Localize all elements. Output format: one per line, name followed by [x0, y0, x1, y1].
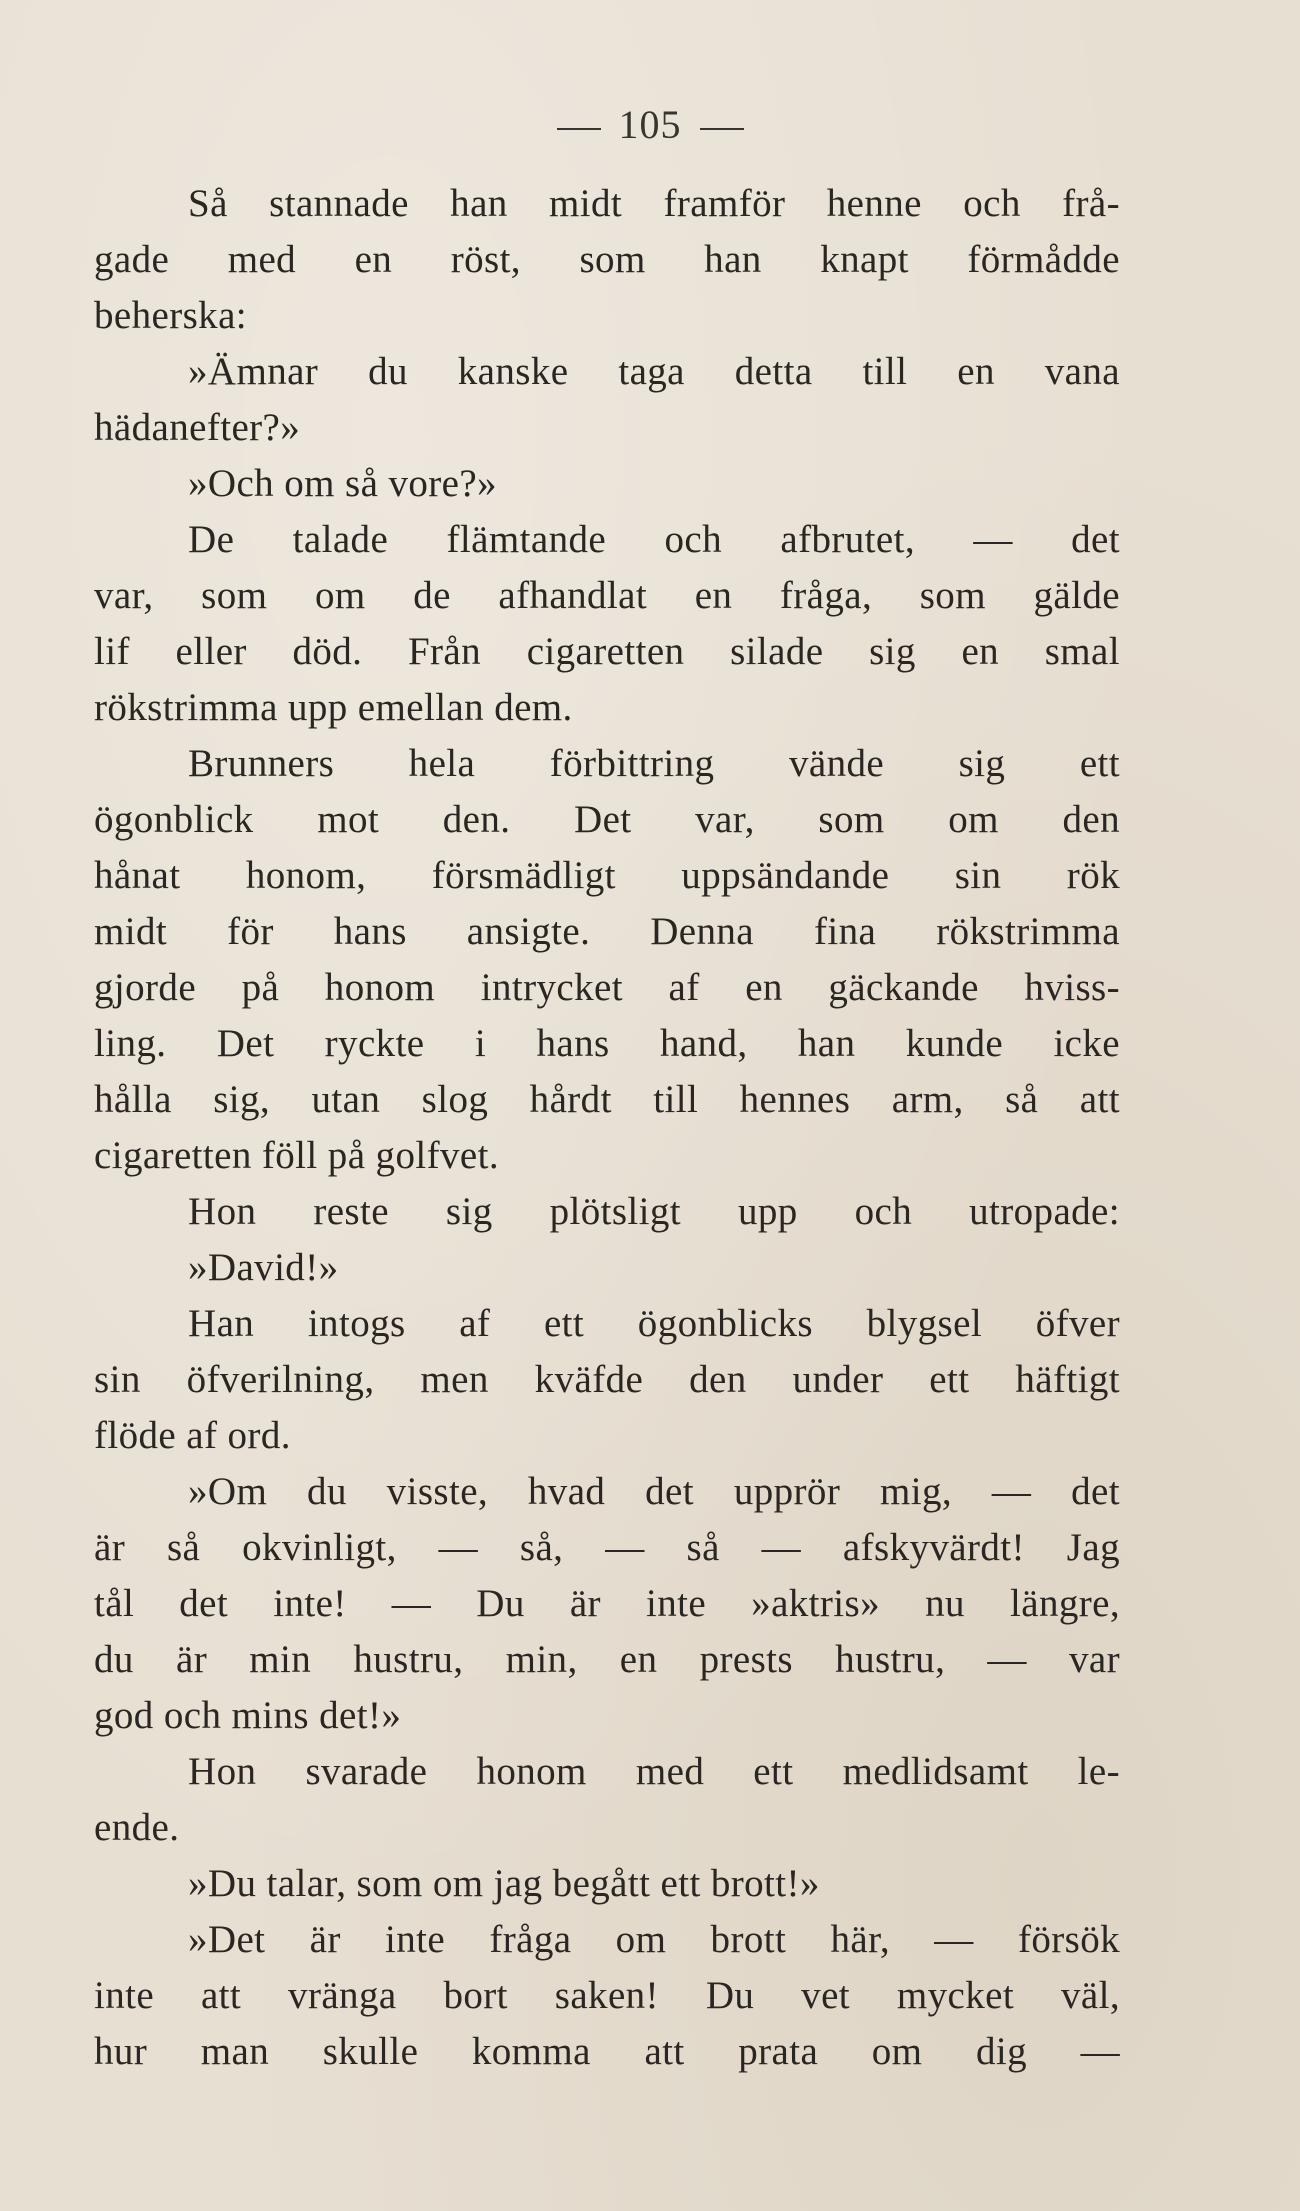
- text-line: hålla sig, utan slog hårdt till hennes arm, så att: [94, 1078, 1120, 1121]
- right-dash: [700, 128, 744, 130]
- text-line: Hon svarade honom med ett medlidsamt le-: [188, 1750, 1120, 1793]
- text-line: beherska:: [94, 294, 248, 337]
- text-line: »Om du visste, hvad det upprör mig, — det: [188, 1470, 1120, 1513]
- text-line: ling. Det ryckte i hans hand, han kunde icke: [94, 1022, 1120, 1065]
- page-number-header: [0, 100, 1300, 150]
- text-line: Så stannade han midt framför henne och frå-: [188, 182, 1120, 225]
- text-line: hånat honom, försmädligt uppsändande sin rök: [94, 854, 1120, 897]
- text-line: god och mins det!»: [94, 1694, 402, 1737]
- text-line: du är min hustru, min, en prests hustru, — var: [94, 1638, 1120, 1681]
- text-line: ende.: [94, 1806, 180, 1849]
- text-line: var, som om de afhandlat en fråga, som gälde: [94, 574, 1120, 617]
- page-number: 105: [618, 102, 682, 147]
- text-line: gjorde på honom intrycket af en gäckande hviss-: [94, 966, 1120, 1009]
- text-line: »Det är inte fråga om brott här, — försök: [188, 1918, 1120, 1961]
- text-line: »Ämnar du kanske taga detta till en vana: [188, 350, 1120, 393]
- text-line: ögonblick mot den. Det var, som om den: [94, 798, 1120, 841]
- text-line: De talade flämtande och afbrutet, — det: [188, 518, 1120, 561]
- text-line: midt för hans ansigte. Denna fina rökstrimma: [94, 910, 1120, 953]
- text-line: rökstrimma upp emellan dem.: [94, 686, 573, 729]
- left-dash: [557, 128, 601, 130]
- text-line: Hon reste sig plötsligt upp och utropade:: [188, 1190, 1120, 1233]
- text-line: är så okvinligt, — så, — så — afskyvärdt! Jag: [94, 1526, 1120, 1569]
- body-text: [94, 176, 1120, 2080]
- text-line: tål det inte! — Du är inte »aktris» nu längre,: [94, 1582, 1120, 1625]
- text-line: gade med en röst, som han knapt förmådde: [94, 238, 1120, 281]
- text-line: hur man skulle komma att prata om dig —: [94, 2030, 1120, 2073]
- text-line: lif eller död. Från cigaretten silade sig en smal: [94, 630, 1120, 673]
- text-line: inte att vränga bort saken! Du vet mycket väl,: [94, 1974, 1120, 2017]
- text-line: »Du talar, som om jag begått ett brott!»: [188, 1862, 820, 1905]
- text-line: Han intogs af ett ögonblicks blygsel öfver: [188, 1302, 1120, 1345]
- text-line: flöde af ord.: [94, 1414, 291, 1457]
- text-line: Brunners hela förbittring vände sig ett: [188, 742, 1120, 785]
- text-line: sin öfverilning, men kväfde den under ett häftigt: [94, 1358, 1120, 1401]
- text-line: hädanefter?»: [94, 406, 301, 449]
- text-line: cigaretten föll på golfvet.: [94, 1134, 499, 1177]
- text-line: »David!»: [188, 1246, 339, 1289]
- text-line: »Och om så vore?»: [188, 462, 497, 505]
